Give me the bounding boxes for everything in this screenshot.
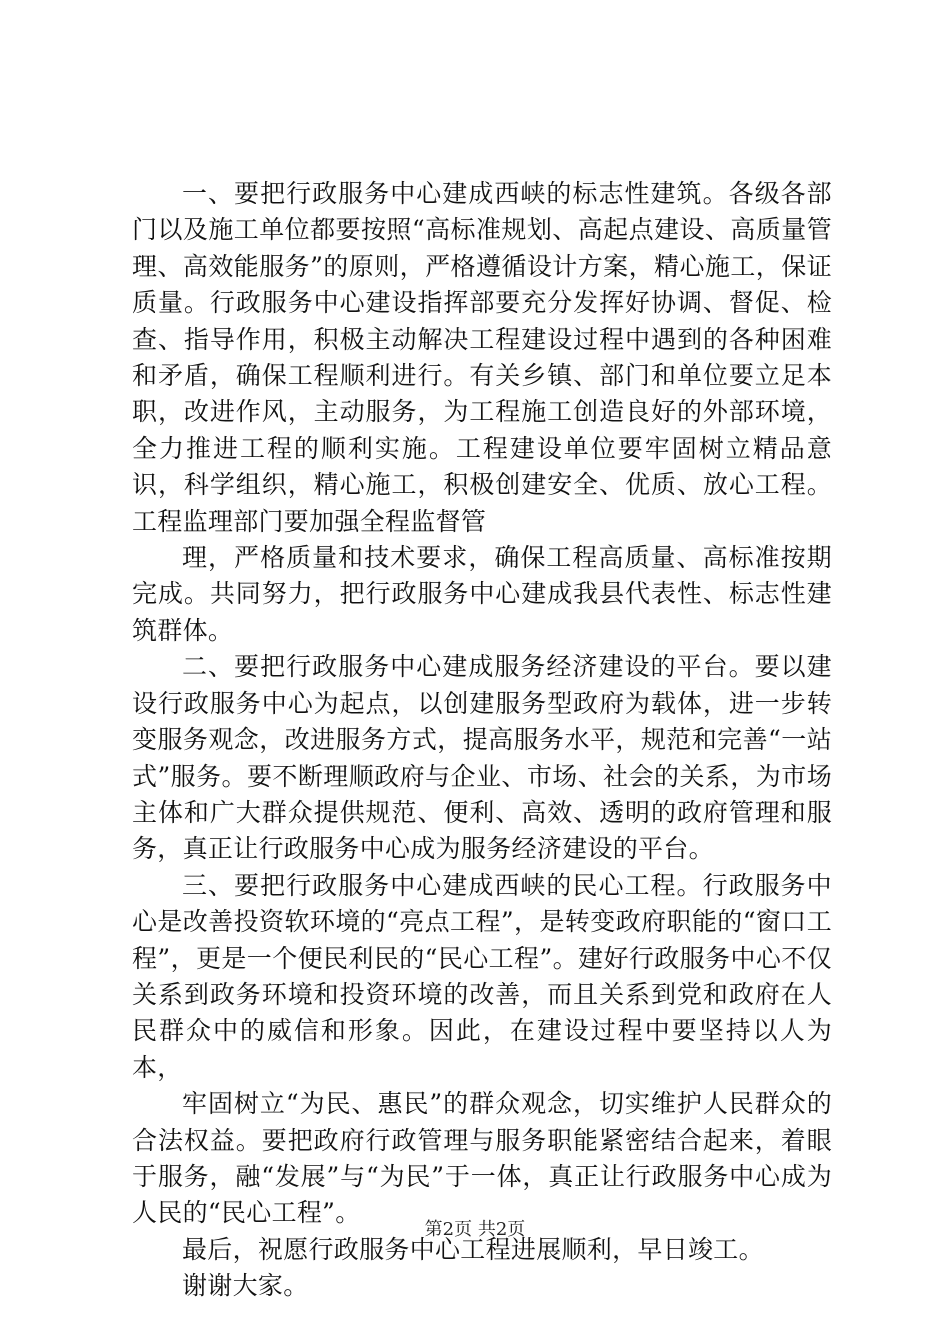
paragraph-thanks: 谢谢大家。 <box>182 1271 309 1301</box>
paragraph-section-three-continued: 牢固树立“为民、惠民”的群众观念，切实维护人民群众的合法权益。要把政府行政管理与服务职能紧密结合起来，着眼于服务，融“发展”与“为民”于一体，真正让行政服务中心成为人民的“民心工程”。 <box>132 1089 832 1228</box>
paragraph-section-two: 二、要把行政服务中心建成服务经济建设的平台。要以建设行政服务中心为起点，以创建服务型政府为载体，进一步转变服务观念，改进服务方式，提高服务水平，规范和完善“一站式”服务。要不断理顺政府与企业、市场、社会的关系，为市场主体和广大群众提供规范、便利、高效、透明的政府管理和服务，真正让行政服务中心成为服务经济建设的平台。 <box>132 652 832 864</box>
paragraph-section-one: 一、要把行政服务中心建成西峡的标志性建筑。各级各部门以及施工单位都要按照“高标准规划、高起点建设、高质量管理、高效能服务”的原则，严格遵循设计方案，精心施工，保证质量。行政服务中心建设指挥部要充分发挥好协调、督促、检查、指导作用，积极主动解决工程建设过程中遇到的各种困难和矛盾，确保工程顺利进行。有关乡镇、部门和单位要立足本职，改进作风，主动服务，为工程施工创造良好的外部环境，全力推进工程的顺利实施。工程建设单位要牢固树立精品意识，科学组织，精心施工，积极创建安全、优质、放心工程。工程监理部门要加强全程监督管 <box>132 179 832 536</box>
paragraph-closing-wish: 最后，祝愿行政服务中心工程进展顺利，早日竣工。 <box>182 1234 764 1264</box>
page-number-footer: 第2页 共2页 <box>424 1219 526 1240</box>
document-body <box>132 176 832 1305</box>
paragraph-section-one-continued: 理，严格质量和技术要求，确保工程高质量、高标准按期完成。共同努力，把行政服务中心建成我县代表性、标志性建筑群体。 <box>132 543 832 645</box>
paragraph-section-three: 三、要把行政服务中心建成西峡的民心工程。行政服务中心是改善投资软环境的“亮点工程”，是转变政府职能的“窗口工程”，更是一个便民利民的“民心工程”。建好行政服务中心不仅关系到政务环境和投资环境的改善，而且关系到党和政府在人民群众中的威信和形象。因此，在建设过程中要坚持以人为本， <box>132 870 832 1082</box>
